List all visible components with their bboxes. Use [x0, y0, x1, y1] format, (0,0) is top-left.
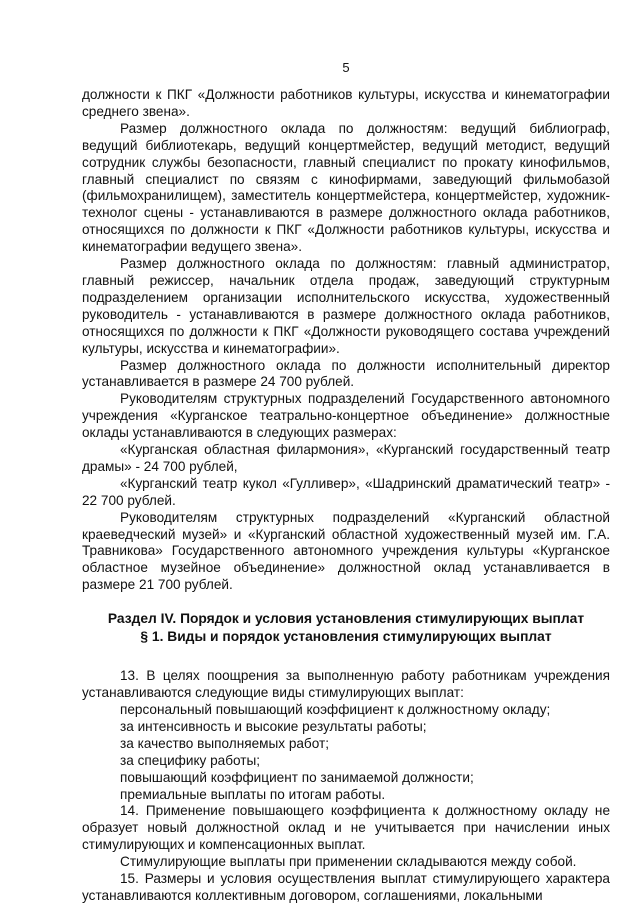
paragraph: Руководителям структурных подразделений «Курганский областной краеведческий музей» и «Курганский областной художественный музей им. Г.А. Травникова» Государственного автономного учреждения культуры «Курганское областное музейное объединение» должностной оклад устанавливается в размере 21 700 рублей.: [82, 509, 610, 593]
paragraph: должности к ПКГ «Должности работников культуры, искусства и кинематографии среднего звена».: [82, 87, 610, 119]
list-item: 14. Применение повышающего коэффициента к должностному окладу не образует новый должностной оклад и не учитывается при начислении иных стимулирующих и компенсационных выплат.: [82, 803, 610, 853]
paragraph: Размер должностного оклада по должности исполнительный директор устанавливается в размере 24 700 рублей.: [82, 357, 610, 390]
list-item: 15. Размеры и условия осуществления выплат стимулирующего характера устанавливаются коллективным договором, соглашениями, локальными: [82, 871, 610, 903]
paragraph: «Курганская областная филармония», «Курганский государственный театр драмы» - 24 700 рублей,: [82, 442, 610, 474]
document-body: [82, 87, 610, 905]
section-subtitle: § 1. Виды и порядок установления стимулирующих выплат: [140, 629, 552, 645]
paragraph: «Курганский театр кукол «Гулливер», «Шадринский драматический театр» - 22 700 рублей.: [82, 475, 610, 508]
list-item: повышающий коэффициент по занимаемой должности;: [120, 769, 474, 785]
paragraph: Размер должностного оклада по должностям: главный администратор, главный режиссер, начальник отдела продаж, заведующий структурным подразделением организации исполнительского искусства, художественный руководитель - устанавливаются в размере должностного оклада работников, относящихся по должности к ПКГ «Должности руководящего состава учреждений культуры, искусства и кинематографии».: [82, 256, 610, 356]
list-item: за специфику работы;: [120, 752, 261, 768]
list-item: персональный повышающий коэффициент к должностному окладу;: [120, 702, 551, 717]
list-item: за интенсивность и высокие результаты работы;: [120, 718, 427, 734]
list-item: за качество выполняемых работ;: [120, 735, 329, 751]
paragraph: Размер должностного оклада по должностям: ведущий библиограф, ведущий библиотекарь, ведущий концертмейстер, ведущий методист, ведущий сотрудник службы безопасности, главный специалист по прокату кинофильмов, главный специалист по связям с кинофирмами, заведующий фильмобазой (фильмохранилищем), заместитель концертмейстера, концертмейстер, художник-технолог сцены - устанавливаются в размере должностного оклада работников, относящихся по должности к ПКГ «Должности работников культуры, искусства и кинематографии ведущего звена».: [82, 120, 610, 255]
page-number: 5: [342, 60, 350, 75]
section-title: Раздел IV. Порядок и условия установления стимулирующих выплат: [107, 611, 585, 627]
list-item: премиальные выплаты по итогам работы.: [120, 786, 386, 802]
list-item: Стимулирующие выплаты при применении складываются между собой.: [120, 854, 577, 870]
paragraph: Руководителям структурных подразделений Государственного автономного учреждения «Курганское театрально-концертное объединение» должностные оклады устанавливаются в следующих размерах:: [82, 391, 610, 441]
list-item: 13. В целях поощрения за выполненную работу работникам учреждения устанавливаются следующие виды стимулирующих выплат:: [82, 668, 610, 701]
